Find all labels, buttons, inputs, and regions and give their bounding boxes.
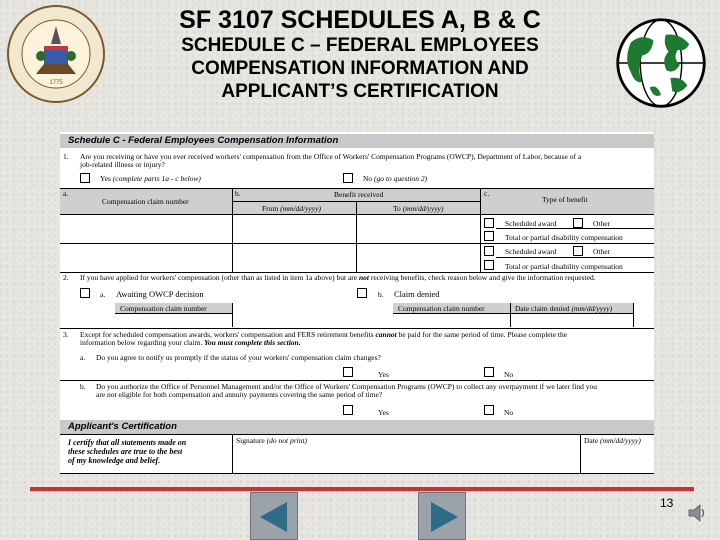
q2-text-a: If you have applied for workers' compensation (other than as listed in item 1a above) but are [80, 273, 358, 282]
date-text: Date [584, 436, 599, 445]
row1-scheduled-award: Scheduled award [505, 219, 557, 228]
title-line-2: SCHEDULE C – FEDERAL EMPLOYEES [181, 35, 539, 56]
cert-text-1: I certify that all statements made on [68, 438, 187, 447]
col-from-fmt: (mm/dd/yyyy) [280, 204, 321, 213]
previous-slide-button[interactable] [250, 492, 298, 540]
col-to [393, 204, 444, 213]
col-from-text: From [262, 204, 279, 213]
q2b-claim-denied [515, 304, 612, 313]
q2-text-b: receiving benefits, check reason below and give the information requested. [370, 273, 596, 282]
row1-total: Total or partial disability compensation [505, 233, 623, 242]
q1-yes-text: Yes [100, 174, 111, 183]
q1-text-a: Are you receiving or have you ever received workers' compensation from the Office of Workers' Compensation Programs (OWCP), Department of Labor, because of a [80, 152, 582, 161]
q3a-no-checkbox[interactable] [484, 367, 494, 377]
slide-title [110, 6, 610, 103]
col-type-of-benefit: Type of benefit [542, 195, 588, 204]
col-c-letter: c. [484, 189, 490, 198]
next-slide-button[interactable] [418, 492, 466, 540]
q3-text-b: be paid for the same period of time. Please complete the [398, 330, 568, 339]
q3b-yes-checkbox[interactable] [343, 405, 353, 415]
footer-accent-bar-shadow [30, 491, 694, 492]
q1-yes-checkbox[interactable] [80, 173, 90, 183]
q2a-checkbox[interactable] [80, 288, 90, 298]
q2b-claim-denied-fmt: (mm/dd/yyyy) [571, 304, 613, 313]
q3a-no: No [504, 370, 514, 379]
q3-number: 3. [63, 330, 69, 339]
q2-text [80, 273, 596, 282]
q3a-letter: a. [80, 353, 86, 362]
title-line-4: APPLICANT’S CERTIFICATION [221, 81, 499, 102]
left-arrow-icon [257, 499, 293, 535]
schedule-c-header: Schedule C - Federal Employees Compensation Information [60, 134, 654, 148]
col-from [262, 204, 321, 213]
q1-yes-label [100, 174, 201, 183]
col-to-text: To [393, 204, 401, 213]
army-seal-logo [6, 4, 106, 104]
signature-label [236, 436, 307, 445]
page-number: 13 [660, 496, 674, 510]
q3-text-c: information below regarding your claim. [80, 338, 203, 347]
q1-number: 1. [63, 152, 69, 161]
date-label [584, 436, 641, 445]
cert-text-3: of my knowledge and belief. [68, 456, 161, 465]
q1-no-checkbox[interactable] [343, 173, 353, 183]
col-b-letter: b. [235, 189, 241, 198]
cert-text-2: these schedules are true to the best [68, 447, 183, 456]
q3b-yes: Yes [378, 408, 389, 417]
row2-scheduled-award-checkbox[interactable] [484, 246, 494, 256]
q2b-letter: b. [378, 290, 384, 299]
q2b-checkbox[interactable] [357, 288, 367, 298]
q3b-no: No [504, 408, 514, 417]
row1-other: Other [593, 219, 611, 228]
q3-text-a: Except for scheduled compensation awards, workers' compensation and FERS retirement benefits [80, 330, 374, 339]
q1-no-label [363, 174, 427, 183]
row2-other: Other [593, 247, 611, 256]
row1-total-checkbox[interactable] [484, 231, 494, 241]
signature-text: Signature [236, 436, 265, 445]
q1-yes-note: (complete parts 1a - c below) [112, 174, 201, 183]
q3b-text-a: Do you authorize the Office of Personnel Management and/or the Office of Workers' Compensation Programs (OWCP) to collect any overpayment if we later find you [96, 382, 598, 391]
q3a-yes: Yes [378, 370, 389, 379]
col-benefit-received: Benefit received [334, 190, 384, 199]
q1-no-text: No [363, 174, 373, 183]
q1-no-note: (go to question 2) [374, 174, 428, 183]
q2a-claim-number: Compensation claim number [120, 304, 207, 313]
row2-other-checkbox[interactable] [573, 246, 583, 256]
sf3107-schedule-c-form [60, 132, 654, 474]
row2-total-checkbox[interactable] [484, 260, 494, 270]
q2-number: 2. [63, 273, 69, 282]
col-a-letter: a. [63, 189, 69, 198]
applicant-certification-header: Applicant's Certification [60, 420, 654, 434]
signature-note: (do not print) [266, 436, 308, 445]
row2-total: Total or partial disability compensation [505, 262, 623, 271]
q3b-letter: b. [80, 382, 86, 391]
date-fmt: (mm/dd/yyyy) [600, 436, 641, 445]
seal-year: 1775 [49, 80, 63, 86]
q3a-yes-checkbox[interactable] [343, 367, 353, 377]
q2-text-not: not [358, 273, 369, 282]
speaker-icon[interactable] [686, 502, 708, 524]
q2b-label: Claim denied [394, 289, 440, 299]
row2-scheduled-award: Scheduled award [505, 247, 557, 256]
col-claim-number: Compensation claim number [102, 197, 189, 206]
q2a-letter: a. [100, 290, 106, 299]
q3-text-cannot: cannot [375, 330, 397, 339]
q3b-text-b: are not eligible for both compensation and annuity payments covering the same period of time? [96, 390, 383, 399]
right-arrow-icon [425, 499, 461, 535]
row1-scheduled-award-checkbox[interactable] [484, 218, 494, 228]
col-to-fmt: (mm/dd/yyyy) [402, 204, 444, 213]
title-line-1: SF 3107 SCHEDULES A, B & C [179, 6, 541, 34]
q3-text-must: You must complete this section. [204, 338, 301, 347]
q3a-text: Do you agree to notify us promptly if the status of your workers' compensation claim changes? [96, 353, 381, 362]
q2b-claim-number: Compensation claim number [398, 304, 485, 313]
q2a-label: Awaiting OWCP decision [116, 289, 204, 299]
globe-logo [614, 16, 708, 110]
q3b-no-checkbox[interactable] [484, 405, 494, 415]
q3-text-line2 [80, 338, 301, 347]
q1-text-b: job-related illness or injury? [80, 160, 165, 169]
row1-other-checkbox[interactable] [573, 218, 583, 228]
q2b-claim-denied-text: Date claim denied [515, 304, 570, 313]
title-line-3: COMPENSATION INFORMATION AND [191, 58, 529, 79]
